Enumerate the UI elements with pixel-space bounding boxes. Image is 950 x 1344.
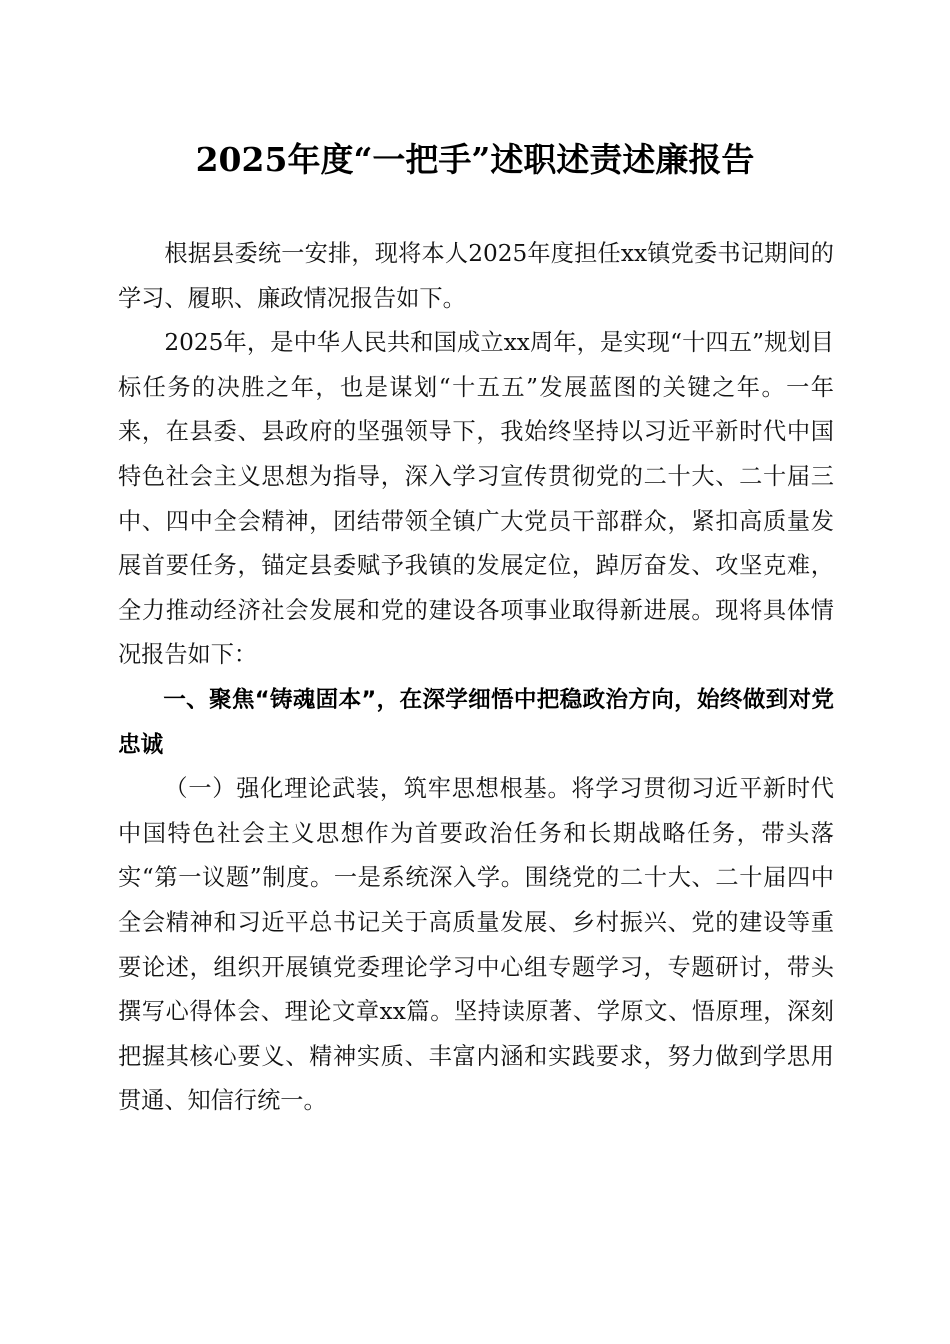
document-title: 2025年度“一把手”述职述责述廉报告 [195, 140, 755, 179]
paragraph-intro: 根据县委统一安排，现将本人2025年度担任xx镇党委书记期间的学习、履职、廉政情况报告如下。 [118, 240, 834, 312]
paragraph-subsection-1: （一）强化理论武装，筑牢思想根基。将学习贯彻习近平新时代中国特色社会主义思想作为首要政治任务和长期战略任务，带头落实“第一议题”制度。一是系统深入学。围绕党的二十大、二十届四中全会精神和习近平总书记关于高质量发展、乡村振兴、党的建设等重要论述，组织开展镇党委理论学习中心组专题学习，专题研讨，带头撰写心得体会、理论文章xx篇。坚持读原著、学原文、悟原理，深刻把握其核心要义、精神实质、丰富内涵和实践要求，努力做到学思用贯通、知信行统一。 [118, 775, 834, 1115]
section-heading-1: 一、聚焦“铸魂固本”，在深学细悟中把稳政治方向，始终做到对党忠诚 [118, 686, 834, 758]
document-body [118, 232, 834, 1124]
paragraph-overview: 2025年，是中华人民共和国成立xx周年，是实现“十四五”规划目标任务的决胜之年，也是谋划“十五五”发展蓝图的关键之年。一年来，在县委、县政府的坚强领导下，我始终坚持以习近平新时代中国特色社会主义思想为指导，深入学习宣传贯彻党的二十大、二十届三中、四中全会精神，团结带领全镇广大党员干部群众，紧扣高质量发展首要任务，锚定县委赋予我镇的发展定位，踔厉奋发、攻坚克难，全力推动经济社会发展和党的建设各项事业取得新进展。现将具体情况报告如下： [118, 329, 834, 669]
